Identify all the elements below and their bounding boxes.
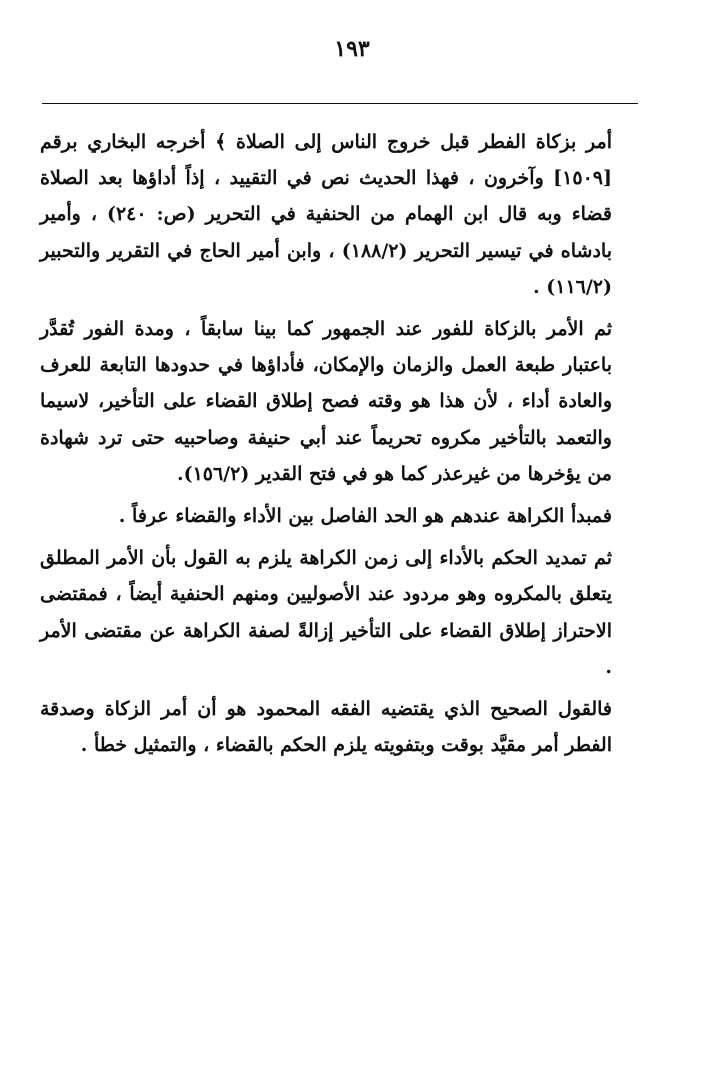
paragraph-3: فمبدأ الكراهة عندهم هو الحد الفاصل بين الأداء والقضاء عرفاً . (118, 505, 612, 528)
paragraph-1: أمر بزكاة الفطر قبل خروج الناس إلى الصلاة ﴾ أخرجه البخاري برقم [١٥٠٩] وآخرون ، فهذا الحديث نص في التقييد ، إذاً أداؤها بعد الصلاة قضاء وبه قال ابن الهمام من الحنفية في التحرير (ص: ٢٤٠) ، وأمير بادشاه في تيسير التحرير (١٨٨/٢) ، وابن أمير الحاج في التقرير والتحبير (١١٦/٢) . (40, 131, 613, 298)
paragraph-5: فالقول الصحيح الذي يقتضيه الفقه المحمود هو أن أمر الزكاة وصدقة الفطر أمر مقيَّد بوقت وبتفويته يلزم الحكم بالقضاء ، والتمثيل خطأ . (40, 698, 612, 757)
paragraph-4: ثم تمديد الحكم بالأداء إلى زمن الكراهة يلزم به القول بأن الأمر المطلق يتعلق بالمكروه وهو مردود عند الأصوليين ومنهم الحنفية أيضاً ، فمقتضى الاحتراز إطلاق القضاء على التأخير إزالةً لصفة الكراهة عن مقتضى الأمر . (40, 547, 612, 678)
paragraph-2: ثم الأمر بالزكاة للفور عند الجمهور كما بينا سابقاً ، ومدة الفور تُقدَّر باعتبار طبعة العمل والزمان والإمكان، فأداؤها في حدودها التابعة للعرف والعادة أداء ، لأن هذا هو وقته فصح إطلاق القضاء على التأخير، لاسيما والتعمد بالتأخير مكروه تحريماً عند أبي حنيفة وصاحبيه حتى ترد شهادة من يؤخرها من غيرعذر كما هو في فتح القدير (١٥٦/٢). (40, 318, 612, 485)
page-body (40, 124, 612, 763)
header-divider (42, 103, 638, 104)
page-number: ١٩٣ (334, 36, 370, 62)
